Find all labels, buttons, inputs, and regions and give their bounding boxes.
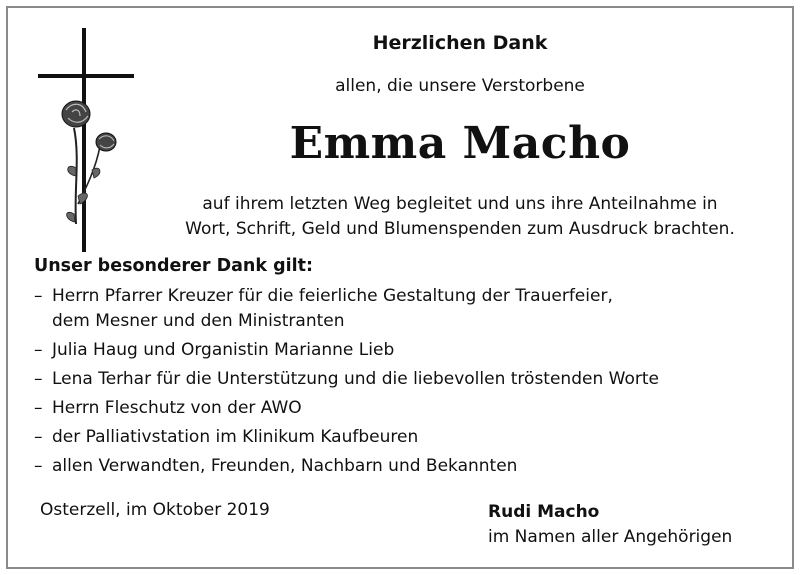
deceased-name: Emma Macho: [289, 118, 631, 169]
list-item-text: Julia Haug und Organistin Marianne Lieb: [52, 340, 395, 360]
list-item: [34, 425, 774, 450]
place-date: Osterzell, im Oktober 2019: [40, 500, 270, 520]
list-item: [34, 396, 774, 421]
special-thanks-heading: Unser besonderer Dank gilt:: [34, 256, 314, 276]
list-item-continuation: dem Mesner und den Ministranten: [52, 311, 345, 331]
list-item-text: der Palliativstation im Klinikum Kaufbeuren: [52, 427, 419, 447]
list-item: [34, 338, 774, 363]
cross-with-roses-icon: [34, 28, 144, 252]
list-dash: –: [34, 286, 43, 306]
list-dash: –: [34, 398, 43, 418]
thanks-list: [34, 284, 774, 483]
intro-text: allen, die unsere Verstorbene: [335, 76, 585, 96]
notice-heading: Herzlichen Dank: [372, 32, 548, 54]
list-item-text: Herrn Pfarrer Kreuzer für die feierliche Gestaltung der Trauerfeier,: [52, 286, 613, 306]
list-item: [34, 284, 774, 334]
thanks-body-line: Wort, Schrift, Geld und Blumenspenden zum Ausdruck brachten.: [185, 219, 735, 239]
list-dash: –: [34, 456, 43, 476]
list-item: [34, 454, 774, 479]
thanks-body: [150, 192, 770, 242]
signer-note: im Namen aller Angehörigen: [488, 527, 733, 547]
list-dash: –: [34, 427, 43, 447]
list-item-text: Herrn Fleschutz von der AWO: [52, 398, 302, 418]
list-item-text: Lena Terhar für die Unterstützung und die liebevollen tröstenden Worte: [52, 369, 659, 389]
list-item: [34, 367, 774, 392]
list-dash: –: [34, 340, 43, 360]
list-item-text: allen Verwandten, Freunden, Nachbarn und Bekannten: [52, 456, 518, 476]
signer-block: [488, 500, 732, 550]
signer-name: Rudi Macho: [488, 502, 600, 522]
list-dash: –: [34, 369, 43, 389]
thanks-body-line: auf ihrem letzten Weg begleitet und uns ihre Anteilnahme in: [202, 194, 718, 214]
